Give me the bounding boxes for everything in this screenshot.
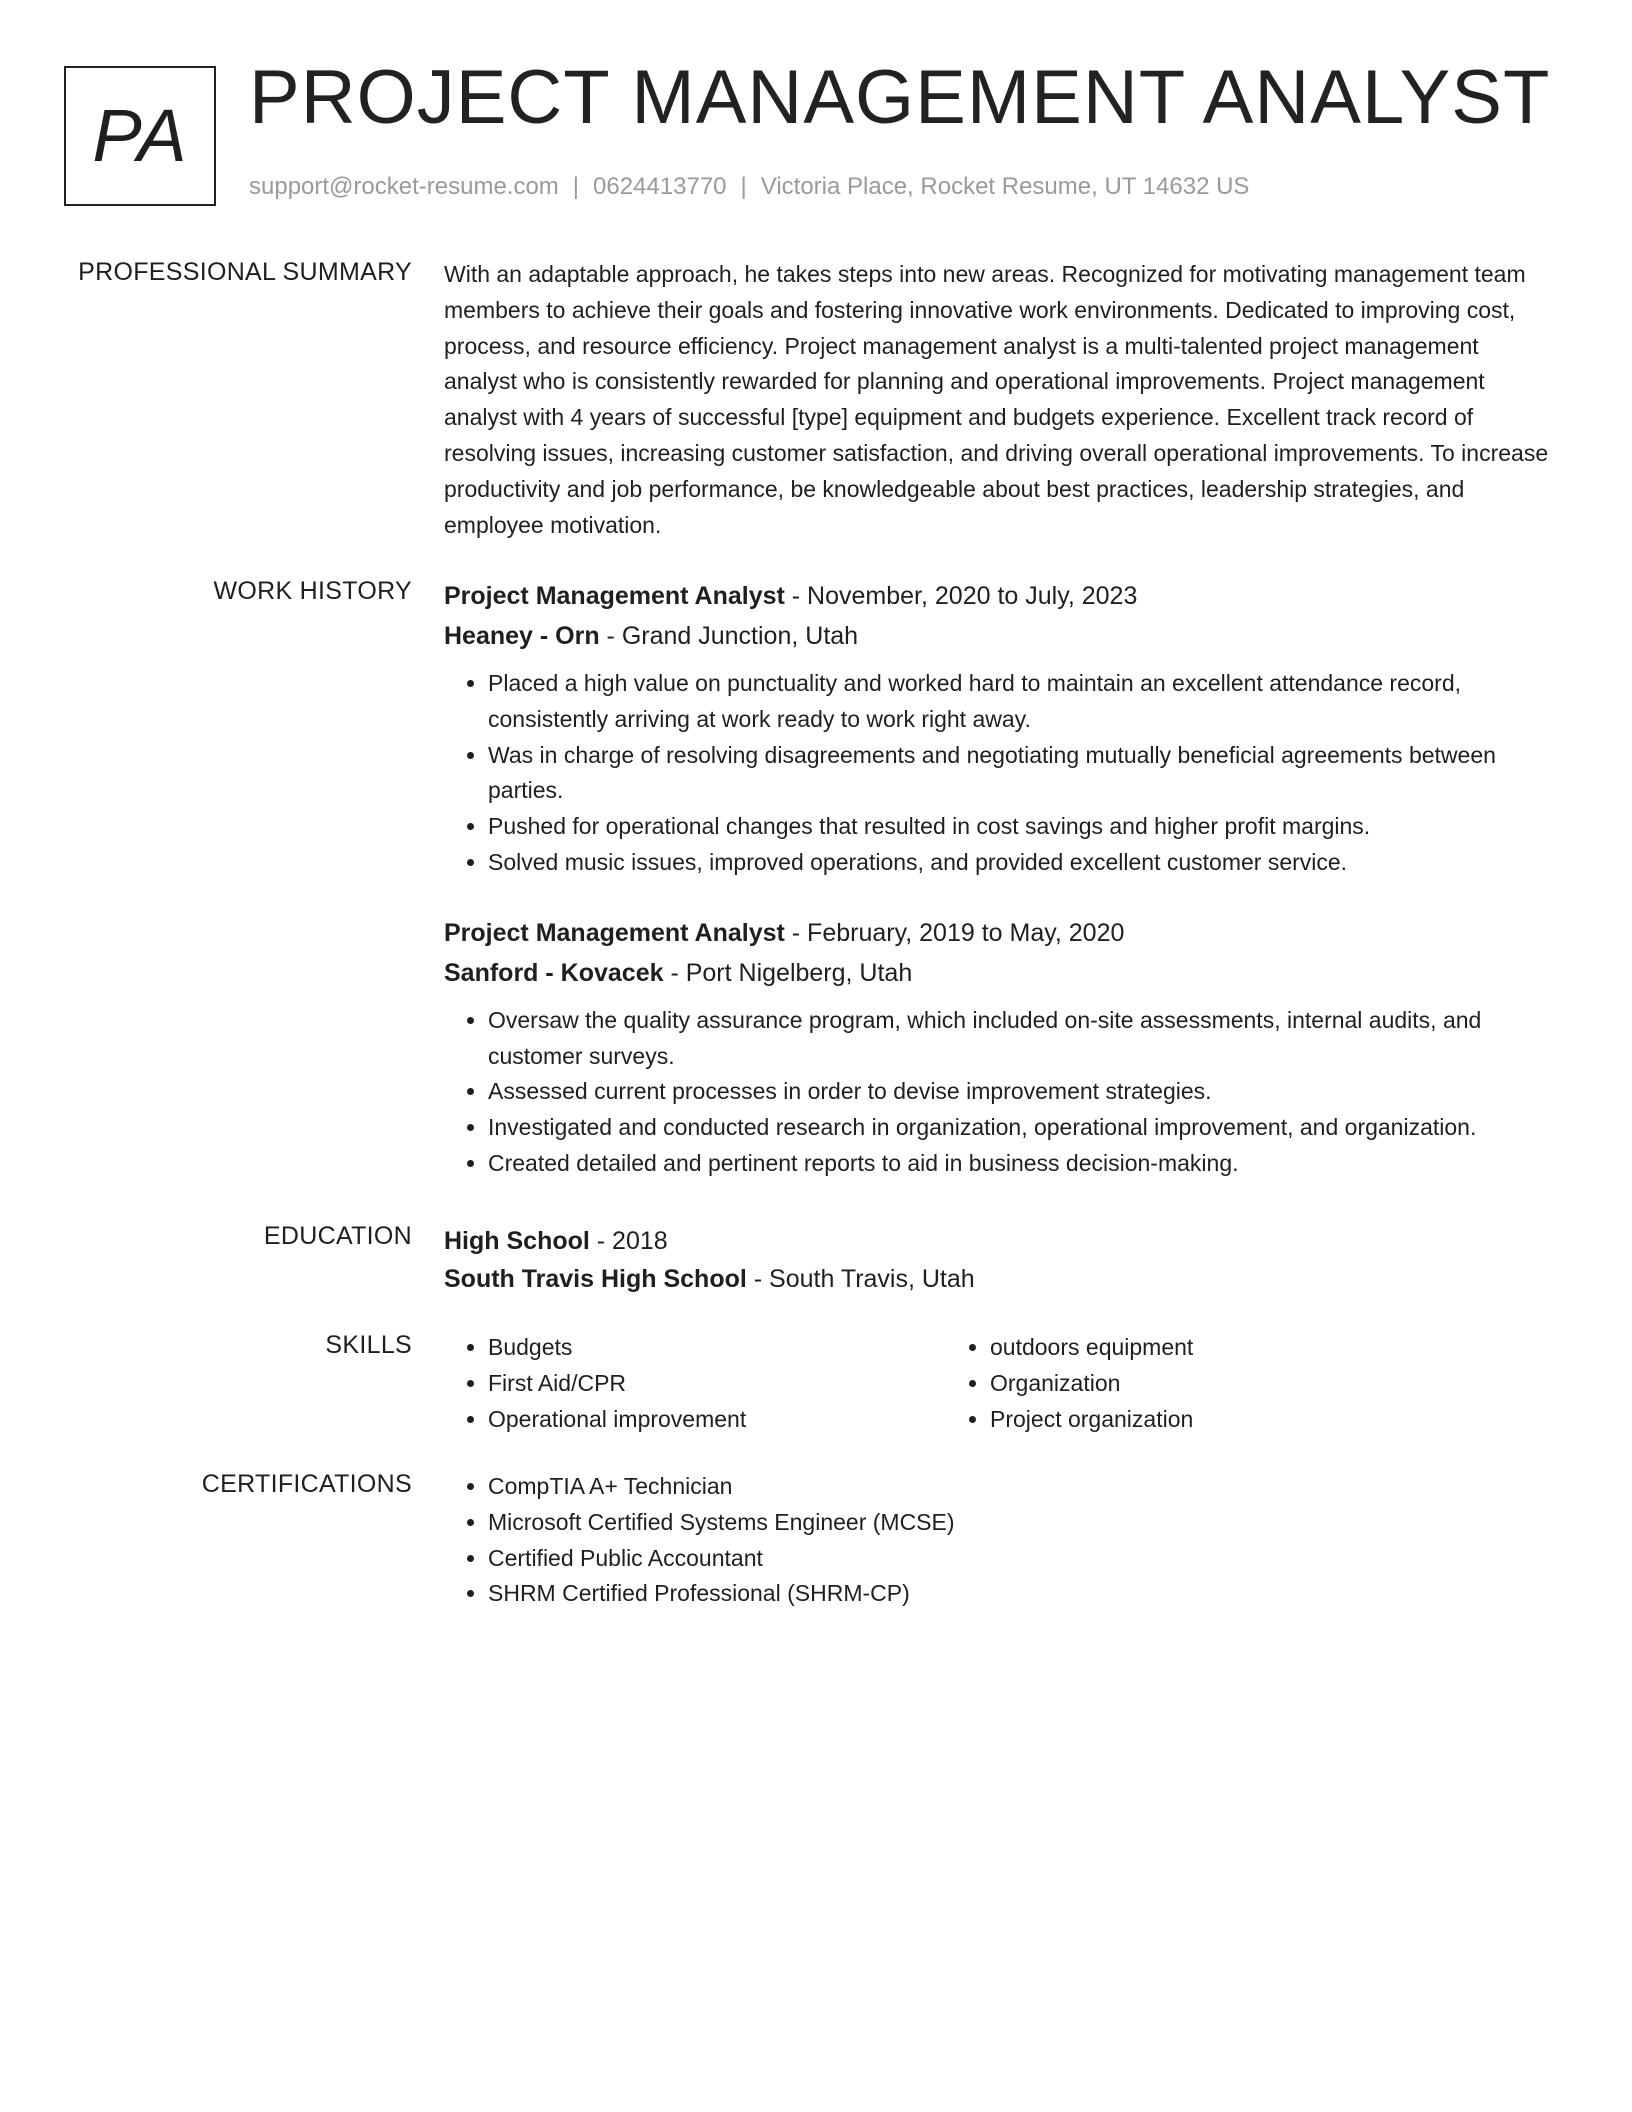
job-bullets [444,1003,1554,1182]
certification-item: • Microsoft Certified Systems Engineer (MCSE) [488,1505,1554,1541]
education-degree-line [444,1221,1554,1261]
contact-separator: | [572,173,580,200]
contact-separator: | [740,173,747,200]
section-label-education: EDUCATION [263,1222,412,1250]
job-title: Project Management Analyst [444,582,785,610]
job-title-line [444,576,1554,616]
section-label-work-history: WORK HISTORY [213,577,412,605]
job-title-line [444,913,1554,953]
summary-body [444,257,1554,543]
skill-item: • Project organization [990,1402,1448,1438]
job-bullet: • Created detailed and pertinent reports to aid in business decision-making. [488,1146,1554,1182]
summary-text: With an adaptable approach, he takes steps into new areas. Recognized for motivating management team members to achieve their goals and fostering innovative work environments. Dedicated to improving cost, process, and resource efficiency. Project management analyst is a multi-talented project management analyst who is consistently rewarded for planning and operational improvements. Project management analyst with 4 years of successful [type] equipment and budgets experience. Excellent track record of resolving issues, increasing customer satisfaction, and driving overall operational improvements. To increase productivity and job performance, be knowledgeable about best practices, leadership strategies, and employee motivation. [444,261,1549,538]
job-bullet: • Solved music issues, improved operations, and provided excellent customer service. [488,845,1554,881]
contact-email: support@rocket-resume.com [249,173,559,200]
job-bullet: • Oversaw the quality assurance program, which included on-site assessments, internal audits, and customer surveys. [488,1003,1554,1075]
certifications-list [444,1469,1554,1612]
section-label-summary: PROFESSIONAL SUMMARY [78,258,412,286]
section-label-certifications: CERTIFICATIONS [201,1470,412,1498]
job-company: Heaney - Orn [444,622,600,650]
job-title: Project Management Analyst [444,918,785,947]
skill-item: • outdoors equipment [990,1330,1448,1366]
monogram-box [64,66,216,206]
work-history-body [444,576,1554,1182]
job-bullet: • Placed a high value on punctuality and worked hard to maintain an excellent attendance record, consistently arriving at work ready to work right away. [488,666,1554,738]
certification-item: • CompTIA A+ Technician [488,1469,1554,1505]
job-company-line [444,953,1554,993]
education-school-line [444,1259,1554,1299]
contact-address: Victoria Place, Rocket Resume, UT 14632 US [760,173,1250,200]
job-company: Sanford - Kovacek [444,958,664,987]
resume-title: PROJECT MANAGEMENT ANALYST [249,55,1551,140]
education-year: - 2018 [589,1227,668,1255]
job-dates: - November, 2020 to July, 2023 [784,582,1138,610]
skills-list-right [946,1330,1448,1437]
skills-list-left [444,1330,946,1437]
job-bullet: • Pushed for operational changes that resulted in cost savings and higher profit margins. [488,809,1554,845]
certification-item: • Certified Public Accountant [488,1541,1554,1577]
job-bullet: • Assessed current processes in order to devise improvement strategies. [488,1074,1554,1110]
job-dates: - February, 2019 to May, 2020 [784,918,1125,947]
education-body [444,1221,1554,1299]
contact-phone: 0624413770 [593,173,727,200]
education-school: South Travis High School [444,1265,747,1293]
skills-columns [444,1330,1554,1437]
monogram-initials: PA [92,94,188,177]
job-location: - Port Nigelberg, Utah [663,958,913,987]
job-company-line [444,616,1554,656]
contact-line [249,173,1249,202]
job-location: - Grand Junction, Utah [599,622,859,650]
job-bullet: • Investigated and conducted research in organization, operational improvement, and organization. [488,1110,1554,1146]
certifications-body [444,1469,1554,1612]
job-bullets [444,666,1554,881]
skill-item: • Organization [990,1366,1448,1402]
skill-item: • Budgets [488,1330,946,1366]
skill-item: • Operational improvement [488,1402,946,1438]
skills-body [444,1330,1554,1437]
education-degree: High School [444,1227,590,1255]
skill-item: • First Aid/CPR [488,1366,946,1402]
job-entry [444,913,1554,1182]
job-entry [444,576,1554,881]
job-bullet: • Was in charge of resolving disagreements and negotiating mutually beneficial agreements between parties. [488,738,1554,810]
section-label-skills: SKILLS [325,1331,412,1359]
education-location: - South Travis, Utah [746,1265,975,1293]
certification-item: • SHRM Certified Professional (SHRM-CP) [488,1576,1554,1612]
